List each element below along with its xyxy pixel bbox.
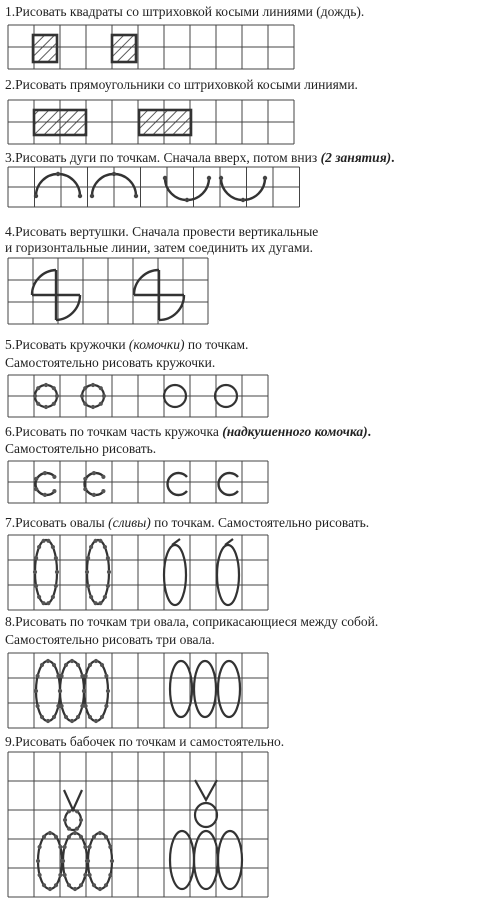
- guide-dot: [83, 386, 87, 390]
- partial-circle: [219, 473, 238, 495]
- guide-dot: [55, 394, 59, 398]
- exercise-4-text: 4.Рисовать вертушки. Сначала провести вертикальные: [5, 224, 319, 239]
- exercise-3-note: (2 занятия): [320, 150, 392, 165]
- guide-dot: [36, 402, 40, 406]
- dotted-oval: [60, 661, 84, 721]
- guide-dot: [46, 659, 50, 663]
- arc-up: [36, 174, 80, 196]
- guide-dot: [88, 663, 92, 667]
- guide-dot: [52, 475, 56, 479]
- guide-dot: [60, 674, 64, 678]
- exercise-6-figures: [36, 473, 238, 495]
- guide-dot: [63, 818, 67, 822]
- guide-dot: [106, 556, 110, 560]
- guide-dot: [79, 818, 83, 822]
- exercise-7-dots: [33, 539, 111, 606]
- guide-dot: [54, 883, 58, 887]
- guide-dot: [55, 570, 59, 574]
- guide-dot: [86, 556, 90, 560]
- guide-dot: [46, 601, 50, 605]
- guide-dot: [43, 493, 47, 497]
- exercise-1-figures: [33, 35, 136, 62]
- guide-dot: [58, 873, 62, 877]
- exercise-8-text: 8.Рисовать по точкам три овала, соприкасающиеся между собой.: [5, 614, 379, 629]
- guide-dot: [34, 487, 38, 491]
- guide-dot: [104, 674, 108, 678]
- guide-dot: [88, 715, 92, 719]
- guide-dot: [37, 595, 41, 599]
- guide-dot: [101, 489, 105, 493]
- guide-dot: [88, 845, 92, 849]
- guide-dot: [83, 487, 87, 491]
- guide-dot: [36, 674, 40, 678]
- oval: [218, 661, 240, 717]
- guide-dot: [107, 570, 111, 574]
- exercise-7-figures: [35, 539, 239, 605]
- guide-dot: [82, 689, 86, 693]
- guide-dot: [91, 405, 95, 409]
- pinwheel: [32, 270, 80, 320]
- guide-dot: [58, 845, 62, 849]
- guide-dot: [98, 539, 102, 543]
- exercise-7-note: (сливы): [108, 515, 151, 530]
- guide-dot: [63, 873, 67, 877]
- guide-dot: [79, 835, 83, 839]
- guide-dot: [76, 715, 80, 719]
- guide-dot: [94, 601, 98, 605]
- exercise-1-text: 1.Рисовать квадраты со штриховкой косыми линиями (дождь).: [5, 4, 365, 19]
- guide-dot: [94, 719, 98, 723]
- guide-dot: [73, 887, 77, 891]
- hatched-rectangle: [34, 110, 86, 135]
- guide-dot: [48, 887, 52, 891]
- guide-dot: [89, 595, 93, 599]
- guide-dot: [102, 394, 106, 398]
- guide-dot: [52, 386, 56, 390]
- pinwheel: [134, 270, 184, 320]
- guide-dot: [84, 674, 88, 678]
- guide-dot: [89, 545, 93, 549]
- exercise-5-note: (комочки): [128, 337, 185, 352]
- guide-dot: [37, 545, 41, 549]
- guide-dot: [51, 595, 55, 599]
- guide-dot: [42, 835, 46, 839]
- exercise-3-text: 3.Рисовать дуги по точкам. Сначала вверх, потом вниз: [5, 150, 321, 165]
- dotted-oval: [36, 661, 60, 721]
- dotted-oval: [35, 540, 57, 604]
- guide-dot: [67, 827, 71, 831]
- guide-dot: [42, 883, 46, 887]
- guide-dot: [44, 383, 48, 387]
- guide-dot: [34, 584, 38, 588]
- exercise-7-grid: [8, 535, 268, 610]
- guide-dot: [40, 715, 44, 719]
- exercise-6-text: 6.Рисовать по точкам часть кружочка: [5, 424, 223, 439]
- guide-dot: [101, 475, 105, 479]
- exercise-6-text-2: Самостоятельно рисовать.: [5, 441, 157, 456]
- guide-dot: [94, 659, 98, 663]
- guide-dot: [52, 663, 56, 667]
- guide-dot: [42, 539, 46, 543]
- exercise-8-dots: [34, 659, 110, 723]
- guide-dot: [83, 845, 87, 849]
- hatched-square: [33, 35, 57, 62]
- guide-dot: [46, 539, 50, 543]
- guide-dot: [33, 394, 37, 398]
- guide-dot: [48, 831, 52, 835]
- guide-dot: [40, 663, 44, 667]
- guide-dot: [110, 859, 114, 863]
- exercise-8-text-2: Самостоятельно рисовать три овала.: [5, 632, 215, 647]
- guide-dot: [52, 489, 56, 493]
- guide-dot: [88, 873, 92, 877]
- guide-dot: [83, 402, 87, 406]
- guide-dot: [76, 663, 80, 667]
- exercise-4-text-2: и горизонтальные линии, затем соединить их дугами.: [5, 240, 313, 255]
- guide-dot: [38, 873, 42, 877]
- guide-dot: [44, 405, 48, 409]
- hatched-square: [112, 35, 136, 62]
- guide-dot: [75, 827, 79, 831]
- arc-down: [165, 178, 209, 200]
- guide-dot: [73, 831, 77, 835]
- guide-dot: [67, 809, 71, 813]
- exercise-5-grid: [8, 375, 268, 417]
- guide-dot: [92, 493, 96, 497]
- guide-dot: [38, 845, 42, 849]
- oval: [170, 661, 192, 717]
- exercise-6-grid: [8, 461, 268, 503]
- guide-dot: [84, 704, 88, 708]
- guide-dot: [100, 715, 104, 719]
- guide-dot: [70, 719, 74, 723]
- guide-dot: [86, 584, 90, 588]
- guide-dot: [85, 570, 89, 574]
- hatched-rectangle: [139, 110, 191, 135]
- guide-dot: [33, 570, 37, 574]
- guide-dot: [64, 715, 68, 719]
- exercise-3-end: .: [391, 150, 395, 165]
- guide-dot: [70, 659, 74, 663]
- guide-dot: [99, 386, 103, 390]
- guide-dot: [61, 859, 65, 863]
- exercise-4-grid: [8, 258, 208, 324]
- guide-dot: [63, 845, 67, 849]
- arc-down: [221, 178, 265, 200]
- exercise-3-grid: [8, 167, 300, 207]
- guide-dot: [67, 835, 71, 839]
- guide-dot: [52, 402, 56, 406]
- guide-dot: [46, 719, 50, 723]
- guide-dot: [75, 809, 79, 813]
- exercise-9-dots: [36, 809, 114, 891]
- guide-dot: [106, 689, 110, 693]
- exercise-5-end: по точкам.: [184, 337, 249, 352]
- guide-dot: [79, 883, 83, 887]
- guide-dot: [83, 873, 87, 877]
- guide-dot: [83, 477, 87, 481]
- guide-dot: [60, 704, 64, 708]
- guide-dot: [103, 545, 107, 549]
- guide-dot: [98, 831, 102, 835]
- guide-dot: [86, 859, 90, 863]
- exercise-9-grid: [8, 752, 268, 897]
- guide-dot: [58, 689, 62, 693]
- guide-dot: [52, 715, 56, 719]
- exercise-2-text: 2.Рисовать прямоугольники со штриховкой косыми линиями.: [5, 77, 358, 92]
- guide-dot: [104, 883, 108, 887]
- oval: [164, 545, 186, 605]
- guide-dot: [94, 539, 98, 543]
- guide-dot: [54, 835, 58, 839]
- exercise-7-end: по точкам. Самостоятельно рисовать.: [150, 515, 370, 530]
- exercise-6-end: .: [367, 424, 372, 439]
- guide-dot: [92, 471, 96, 475]
- dotted-oval: [84, 661, 108, 721]
- guide-dot: [34, 477, 38, 481]
- guide-dot: [99, 402, 103, 406]
- guide-dot: [80, 394, 84, 398]
- guide-dot: [98, 887, 102, 891]
- guide-dot: [106, 584, 110, 588]
- exercise-9-figures: [38, 780, 242, 889]
- exercise-6-note: (надкушенного комочка): [222, 424, 368, 439]
- guide-dot: [92, 883, 96, 887]
- guide-dot: [104, 835, 108, 839]
- exercise-5-text: 5.Рисовать кружочки: [5, 337, 129, 352]
- guide-dot: [34, 689, 38, 693]
- exercise-6-dots: [34, 471, 105, 497]
- dotted-partial-circle: [85, 473, 104, 495]
- exercise-5-text-2: Самостоятельно рисовать кружочки.: [5, 355, 216, 370]
- guide-dot: [67, 883, 71, 887]
- guide-dot: [103, 595, 107, 599]
- dotted-oval: [87, 540, 109, 604]
- butterfly: [170, 780, 242, 889]
- oval: [194, 661, 216, 717]
- guide-dot: [42, 601, 46, 605]
- guide-dot: [108, 873, 112, 877]
- guide-dot: [104, 704, 108, 708]
- oval: [217, 545, 239, 605]
- guide-dot: [108, 845, 112, 849]
- guide-dot: [36, 386, 40, 390]
- guide-dot: [54, 556, 58, 560]
- guide-dot: [36, 859, 40, 863]
- guide-dot: [36, 704, 40, 708]
- guide-dot: [92, 835, 96, 839]
- guide-dot: [91, 383, 95, 387]
- guide-dot: [98, 601, 102, 605]
- exercise-9-text: 9.Рисовать бабочек по точкам и самостоятельно.: [5, 734, 285, 749]
- guide-dot: [100, 663, 104, 667]
- guide-dot: [34, 556, 38, 560]
- exercise-7-text: 7.Рисовать овалы: [5, 515, 109, 530]
- guide-dot: [51, 545, 55, 549]
- dotted-partial-circle: [36, 473, 55, 495]
- guide-dot: [43, 471, 47, 475]
- partial-circle: [168, 473, 187, 495]
- guide-dot: [54, 584, 58, 588]
- guide-dot: [64, 663, 68, 667]
